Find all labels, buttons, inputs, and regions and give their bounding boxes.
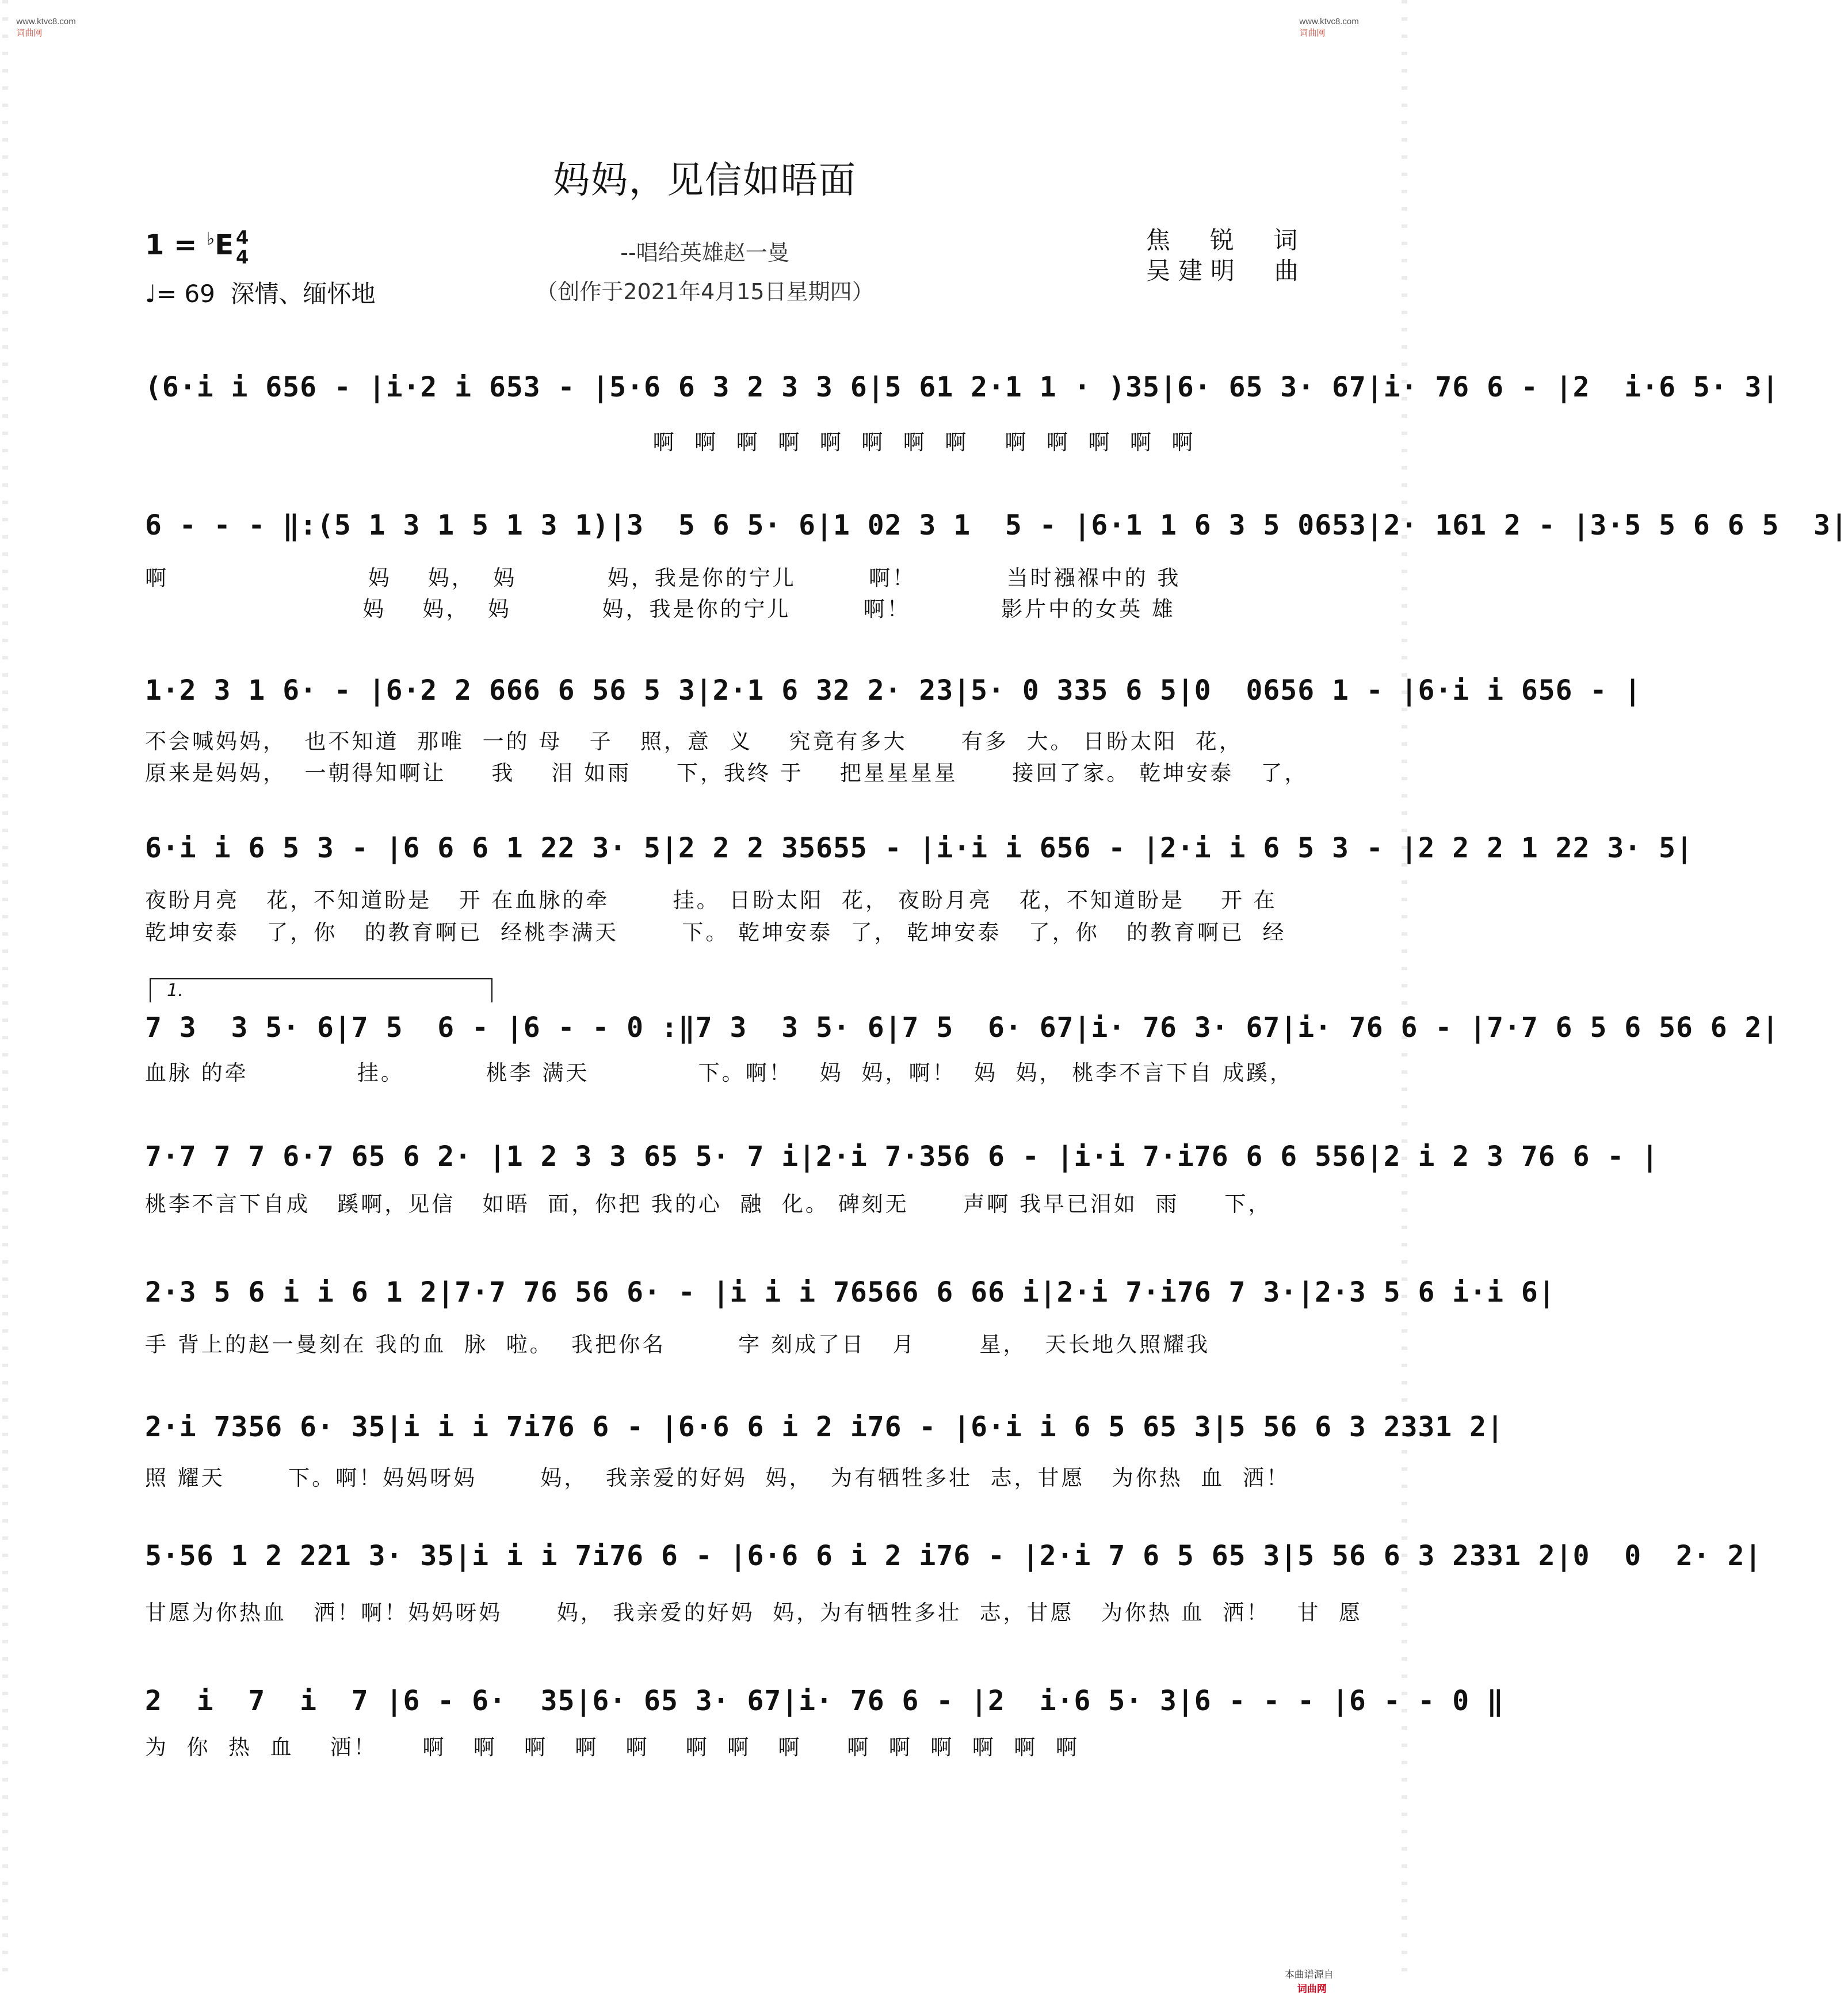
lyric-line-3a: 不会喊妈妈， 也不知道 那唯 一的 母 子 照，意 义 究竟有多大 有多 大。 日盼太阳 花， — [145, 729, 1243, 754]
creation-date: （创作于2021年4月15日星期四） — [536, 279, 874, 304]
lyric-line-2b: 妈 妈， 妈 妈，我是你的宁儿 啊！ 影片中的女英 雄 — [145, 597, 1175, 621]
notation-line-4: 6·i i 6 5 3 - |6 6 6 1 22 3· 5|2 2 2 35655 - |i·i i 656 - |2·i i 6 5 3 - |2 2 2 1 22 3· 5| — [145, 832, 1693, 864]
watermark-right — [1295, 7, 1359, 39]
notation-line-7: 2·3 5 6 i i 6 1 2|7·7 76 56 6· - |i i i 76566 6 66 i|2·i 7·i76 7 3·|2·3 5 6 i·i 6| — [145, 1276, 1556, 1309]
key-prefix: 1 = — [145, 229, 207, 261]
tempo-text: = 69 深情、缅怀地 — [156, 280, 376, 308]
watermark-right-site: www.ktvc8.com — [1299, 17, 1359, 26]
composer-credit: 吴建明 曲 — [1146, 257, 1307, 285]
notation-line-9: 5·56 1 2 221 3· 35|i i i 7i76 6 - |6·6 6 i 2 i76 - |2·i 7 6 5 65 3|5 56 6 3 2331 2|0 0 2· 2| — [145, 1540, 1762, 1572]
notation-line-8: 2·i 7356 6· 35|i i i 7i76 6 - |6·6 6 i 2 i76 - |6·i i 6 5 65 3|5 56 6 3 2331 2| — [145, 1411, 1504, 1443]
flat-sign: ♭ — [207, 229, 215, 249]
quarter-note-icon: ♩ — [145, 280, 156, 308]
notation-line-2: 6 - - - ‖:(5 1 3 1 5 1 3 1)|3 5 6 5· 6|1 02 3 1 5 - |6·1 1 6 3 5 0653|2· 161 2 - |3·5 5 6 6 5 3| — [145, 509, 1848, 541]
lyric-line-1: 啊 啊 啊 啊 啊 啊 啊 啊 啊 啊 啊 啊 啊 — [145, 430, 1196, 455]
lyric-line-4b: 乾坤安泰 了，你 的教育啊已 经桃李满天 下。 乾坤安泰 了， 乾坤安泰 了，你 的教育啊已 经 — [145, 920, 1286, 945]
notation-line-6: 7·7 7 7 6·7 65 6 2· |1 2 3 3 65 5· 7 i|2·i 7·356 6 - |i·i 7·i76 6 6 556|2 i 2 3 76 6 - | — [145, 1140, 1659, 1173]
subtitle: --唱给英雄赵一曼 — [620, 240, 789, 265]
page-title: 妈妈，见信如晤面 — [553, 159, 857, 202]
lyric-line-10: 为 你 热 血 洒！ 啊 啊 啊 啊 啊 啊 啊 啊 啊 啊 啊 啊 啊 啊 — [145, 1735, 1079, 1760]
lyric-line-7: 手 背上的赵一曼刻在 我的血 脉 啦。 我把你名 字 刻成了日 月 星， 天长地久照耀我 — [145, 1332, 1211, 1357]
lyric-line-6: 桃李不言下自成 蹊啊，见信 如晤 面，你把 我的心 融 化。 碑刻无 声啊 我早已泪如 雨 下， — [145, 1192, 1272, 1216]
lyric-line-5: 血脉 的牵 挂。 桃李 满天 下。啊！ 妈 妈，啊！ 妈 妈， 桃李不言下自 成蹊， — [145, 1061, 1294, 1085]
first-ending-bracket — [150, 978, 492, 1002]
notation-line-1: (6·i i 656 - |i·2 i 653 - |5·6 6 3 2 3 3 6|5 61 2·1 1 · )35|6· 65 3· 67|i· 76 6 - |2 i·6 5· 3| — [145, 371, 1780, 403]
notation-line-10: 2 i 7 i 7 |6 - 6· 35|6· 65 3· 67|i· 76 6 - |2 i·6 5· 3|6 - - - |6 - - 0 ‖ — [145, 1685, 1504, 1717]
notation-line-3: 1·2 3 1 6· - |6·2 2 666 6 56 5 3|2·1 6 32 2· 23|5· 0 335 6 5|0 0656 1 - |6·i i 656 - | — [145, 674, 1642, 707]
time-signature-top: 4 — [236, 227, 249, 249]
lyric-line-2a: 啊 妈 妈， 妈 妈，我是你的宁儿 啊！ 当时襁褓中的 我 — [145, 566, 1181, 590]
key-note: E — [215, 229, 234, 261]
notation-line-5: 7 3 3 5· 6|7 5 6 - |6 - - 0 :‖7 3 3 5· 6|7 5 6· 67|i· 76 3· 67|i· 76 6 - |7·7 6 5 6 56 6 2| — [145, 1012, 1780, 1044]
footer-credit — [1278, 1955, 1334, 1995]
lyric-line-9: 甘愿为你热血 洒！啊！妈妈呀妈 妈， 我亲爱的好妈 妈，为有牺牲多壮 志，甘愿 为你热 血 洒！ 甘 愿 — [145, 1600, 1363, 1625]
lyricist-credit: 焦 锐 词 — [1146, 226, 1306, 254]
time-signature-bottom: 4 — [236, 246, 249, 268]
lyric-line-4a: 夜盼月亮 花，不知道盼是 开 在血脉的牵 挂。 日盼太阳 花， 夜盼月亮 花，不知道盼是 开 在 — [145, 888, 1277, 913]
footer-brand: 词曲网 — [1297, 1983, 1327, 1995]
lyric-line-3b: 原来是妈妈， 一朝得知啊让 我 泪 如雨 下，我终 于 把星星星星 接回了家。 乾坤安泰 了， — [145, 761, 1308, 785]
first-ending-label: 1. — [167, 981, 184, 1001]
watermark-right-brand: 词曲网 — [1299, 28, 1326, 38]
watermark-left-brand: 词曲网 — [16, 28, 43, 38]
watermark-left — [12, 7, 76, 39]
lyric-line-8: 照 耀天 下。啊！妈妈呀妈 妈， 我亲爱的好妈 妈， 为有牺牲多壮 志，甘愿 为你热 血 洒！ — [145, 1466, 1290, 1490]
watermark-left-site: www.ktvc8.com — [16, 17, 76, 26]
footer-text: 本曲谱源自 — [1284, 1969, 1334, 1981]
